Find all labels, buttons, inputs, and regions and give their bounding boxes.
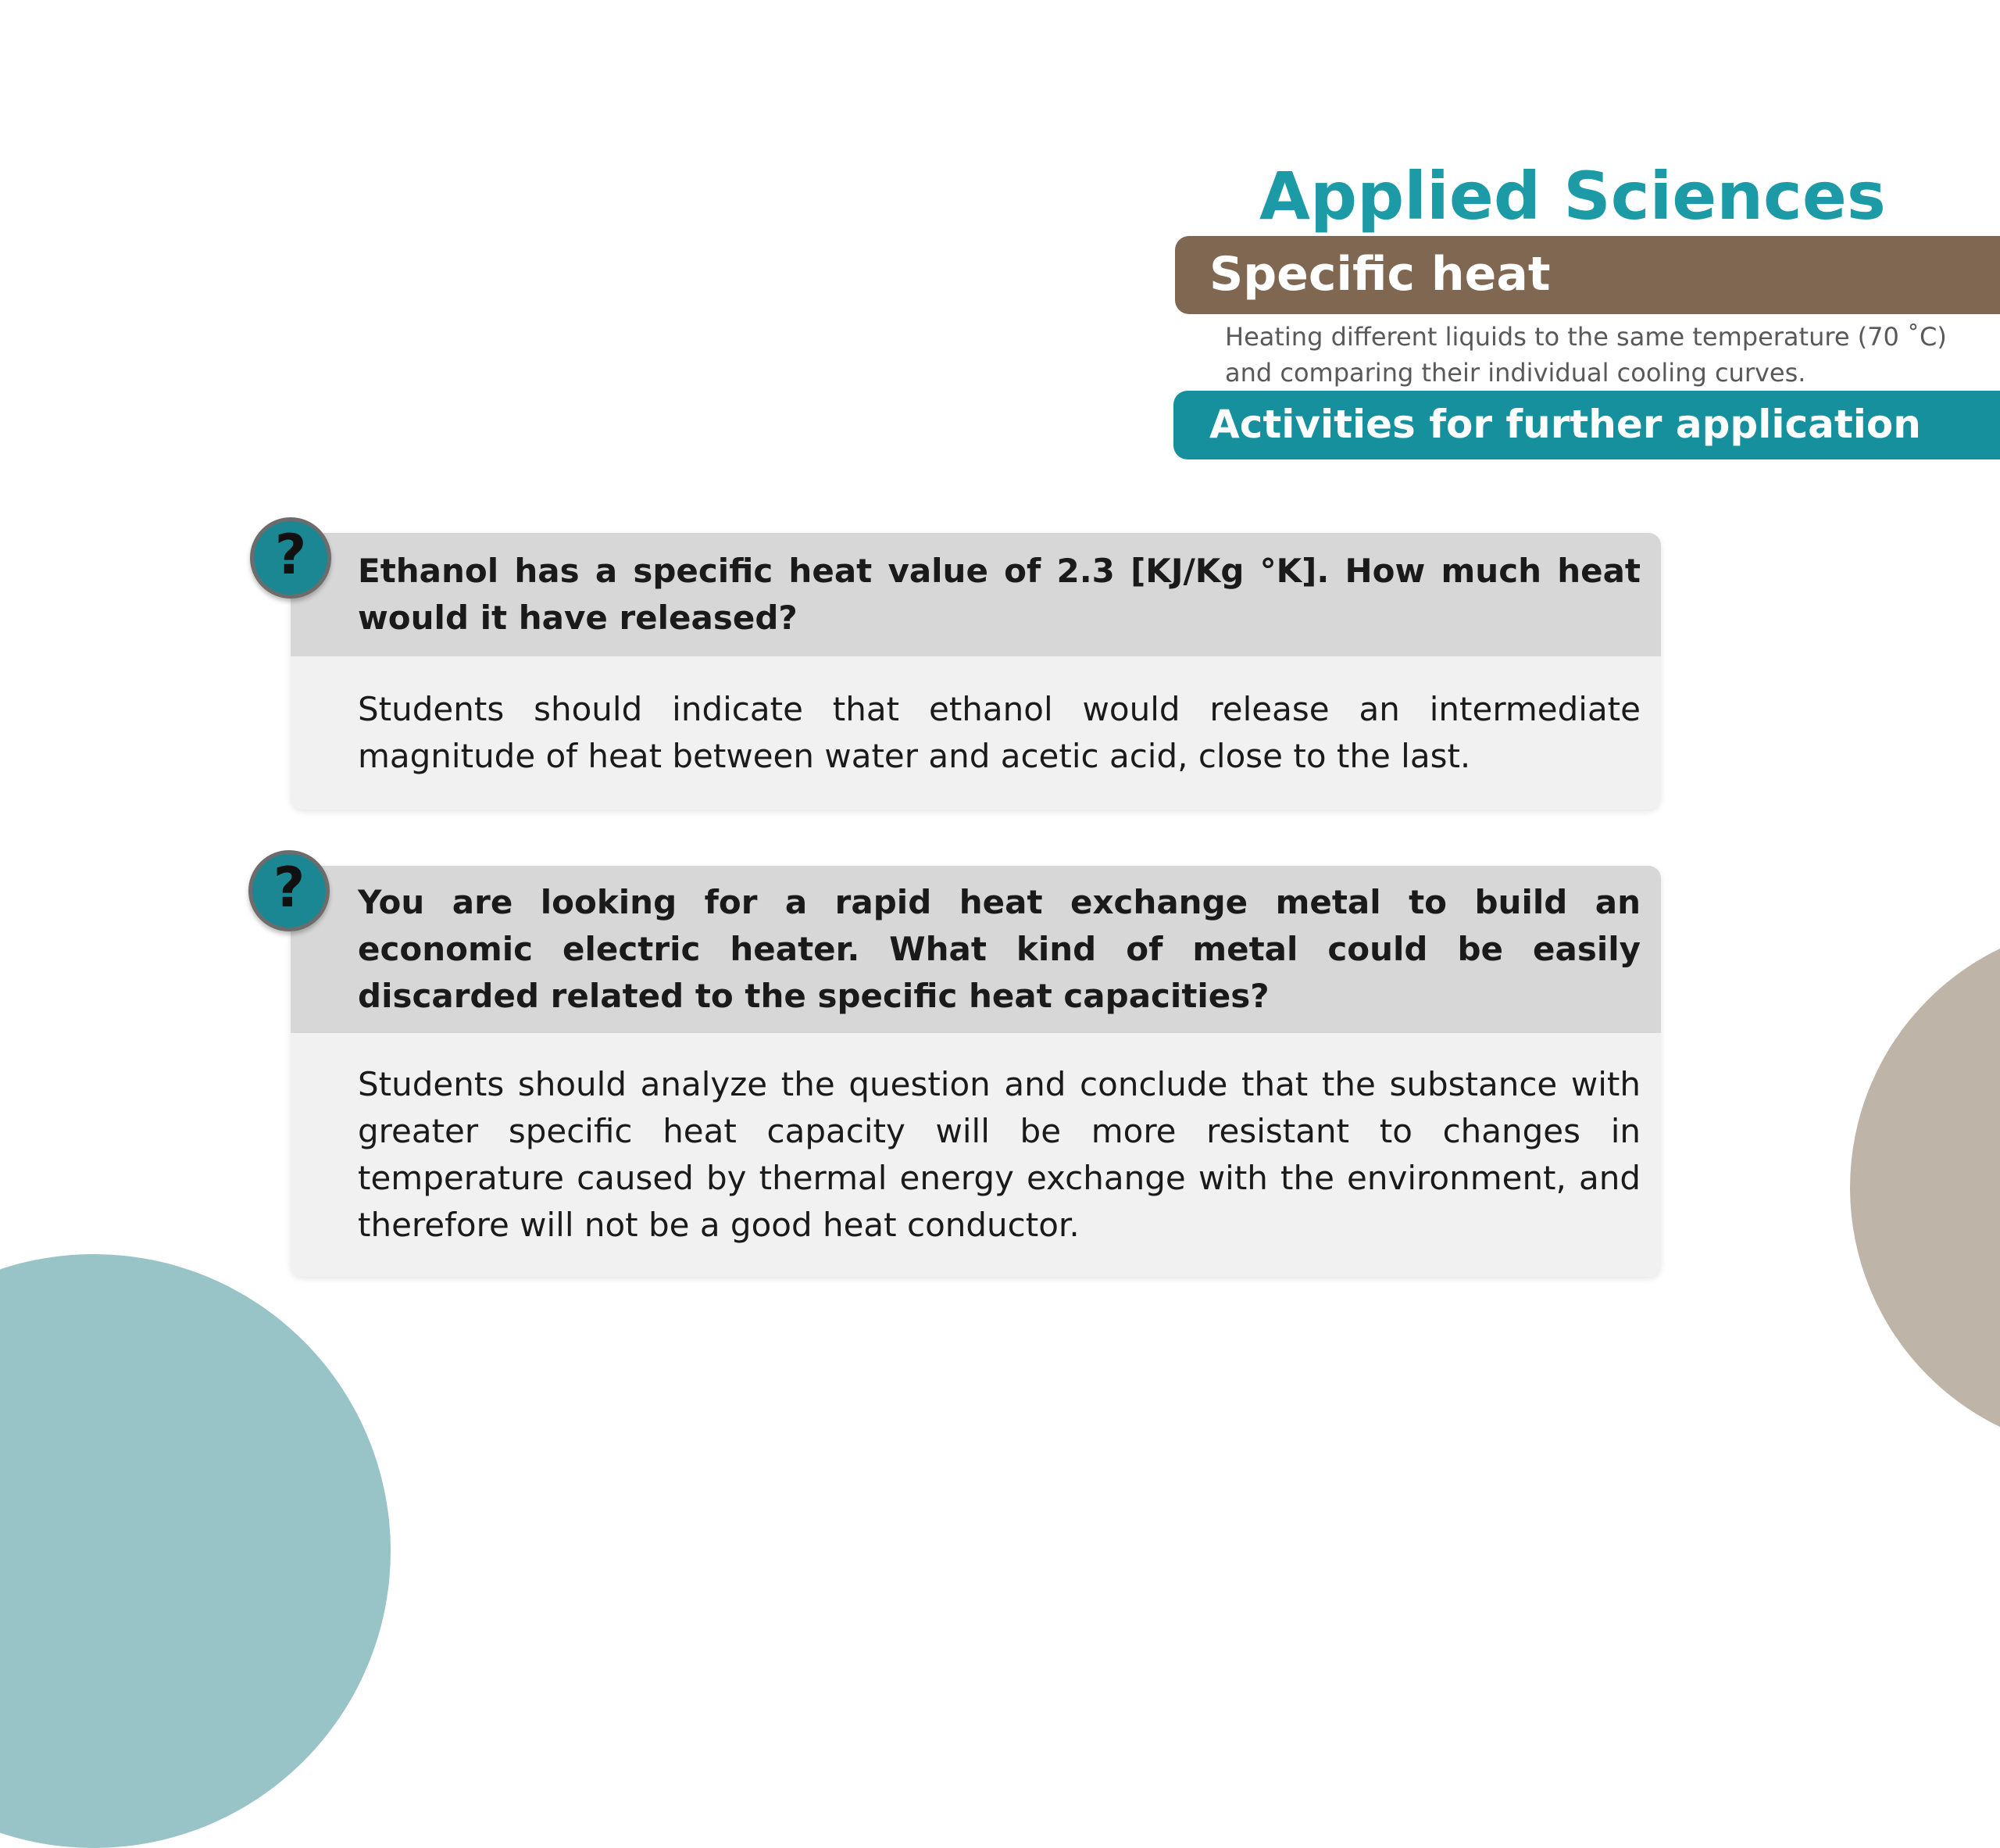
question-card-1 (291, 533, 1661, 810)
question-card-2 (291, 866, 1661, 1277)
page-title: Applied Sciences (1259, 158, 1886, 234)
decorative-circle-teal (0, 1254, 391, 1848)
topic-banner (1175, 236, 2000, 314)
question-text: Ethanol has a specific heat value of 2.3 [KJ/Kg °K]. How much heat would it have released? (358, 552, 1641, 637)
question-text: You are looking for a rapid heat exchange metal to build an economic electric heater. What kind of metal could be easily discarded related to the specific heat capacities? (358, 883, 1641, 1015)
answer-band (291, 1033, 1661, 1277)
answer-band (291, 656, 1661, 810)
question-band (291, 533, 1661, 656)
question-mark-icon (250, 517, 331, 599)
answer-text: Students should indicate that ethanol would release an intermediate magnitude of heat between water and acetic acid, close to the last. (358, 690, 1641, 775)
decorative-circle-taupe (1850, 922, 2000, 1453)
topic-subtitle: Heating different liquids to the same temperature (70 ˚C) and comparing their individual cooling curves. (1225, 322, 1947, 388)
question-band (291, 866, 1661, 1033)
question-badge-glyph: ? (274, 523, 307, 587)
topic-title: Specific heat (1209, 247, 1551, 302)
section-banner (1173, 391, 2000, 459)
question-badge-glyph: ? (273, 856, 305, 920)
section-title: Activities for further application (1209, 402, 1921, 447)
answer-text: Students should analyze the question and conclude that the substance with greater specific heat capacity will be more resistant to changes in temperature caused by thermal energy exchange with the environment, and therefore will not be a good heat conductor. (358, 1065, 1641, 1244)
question-mark-icon (248, 850, 330, 931)
